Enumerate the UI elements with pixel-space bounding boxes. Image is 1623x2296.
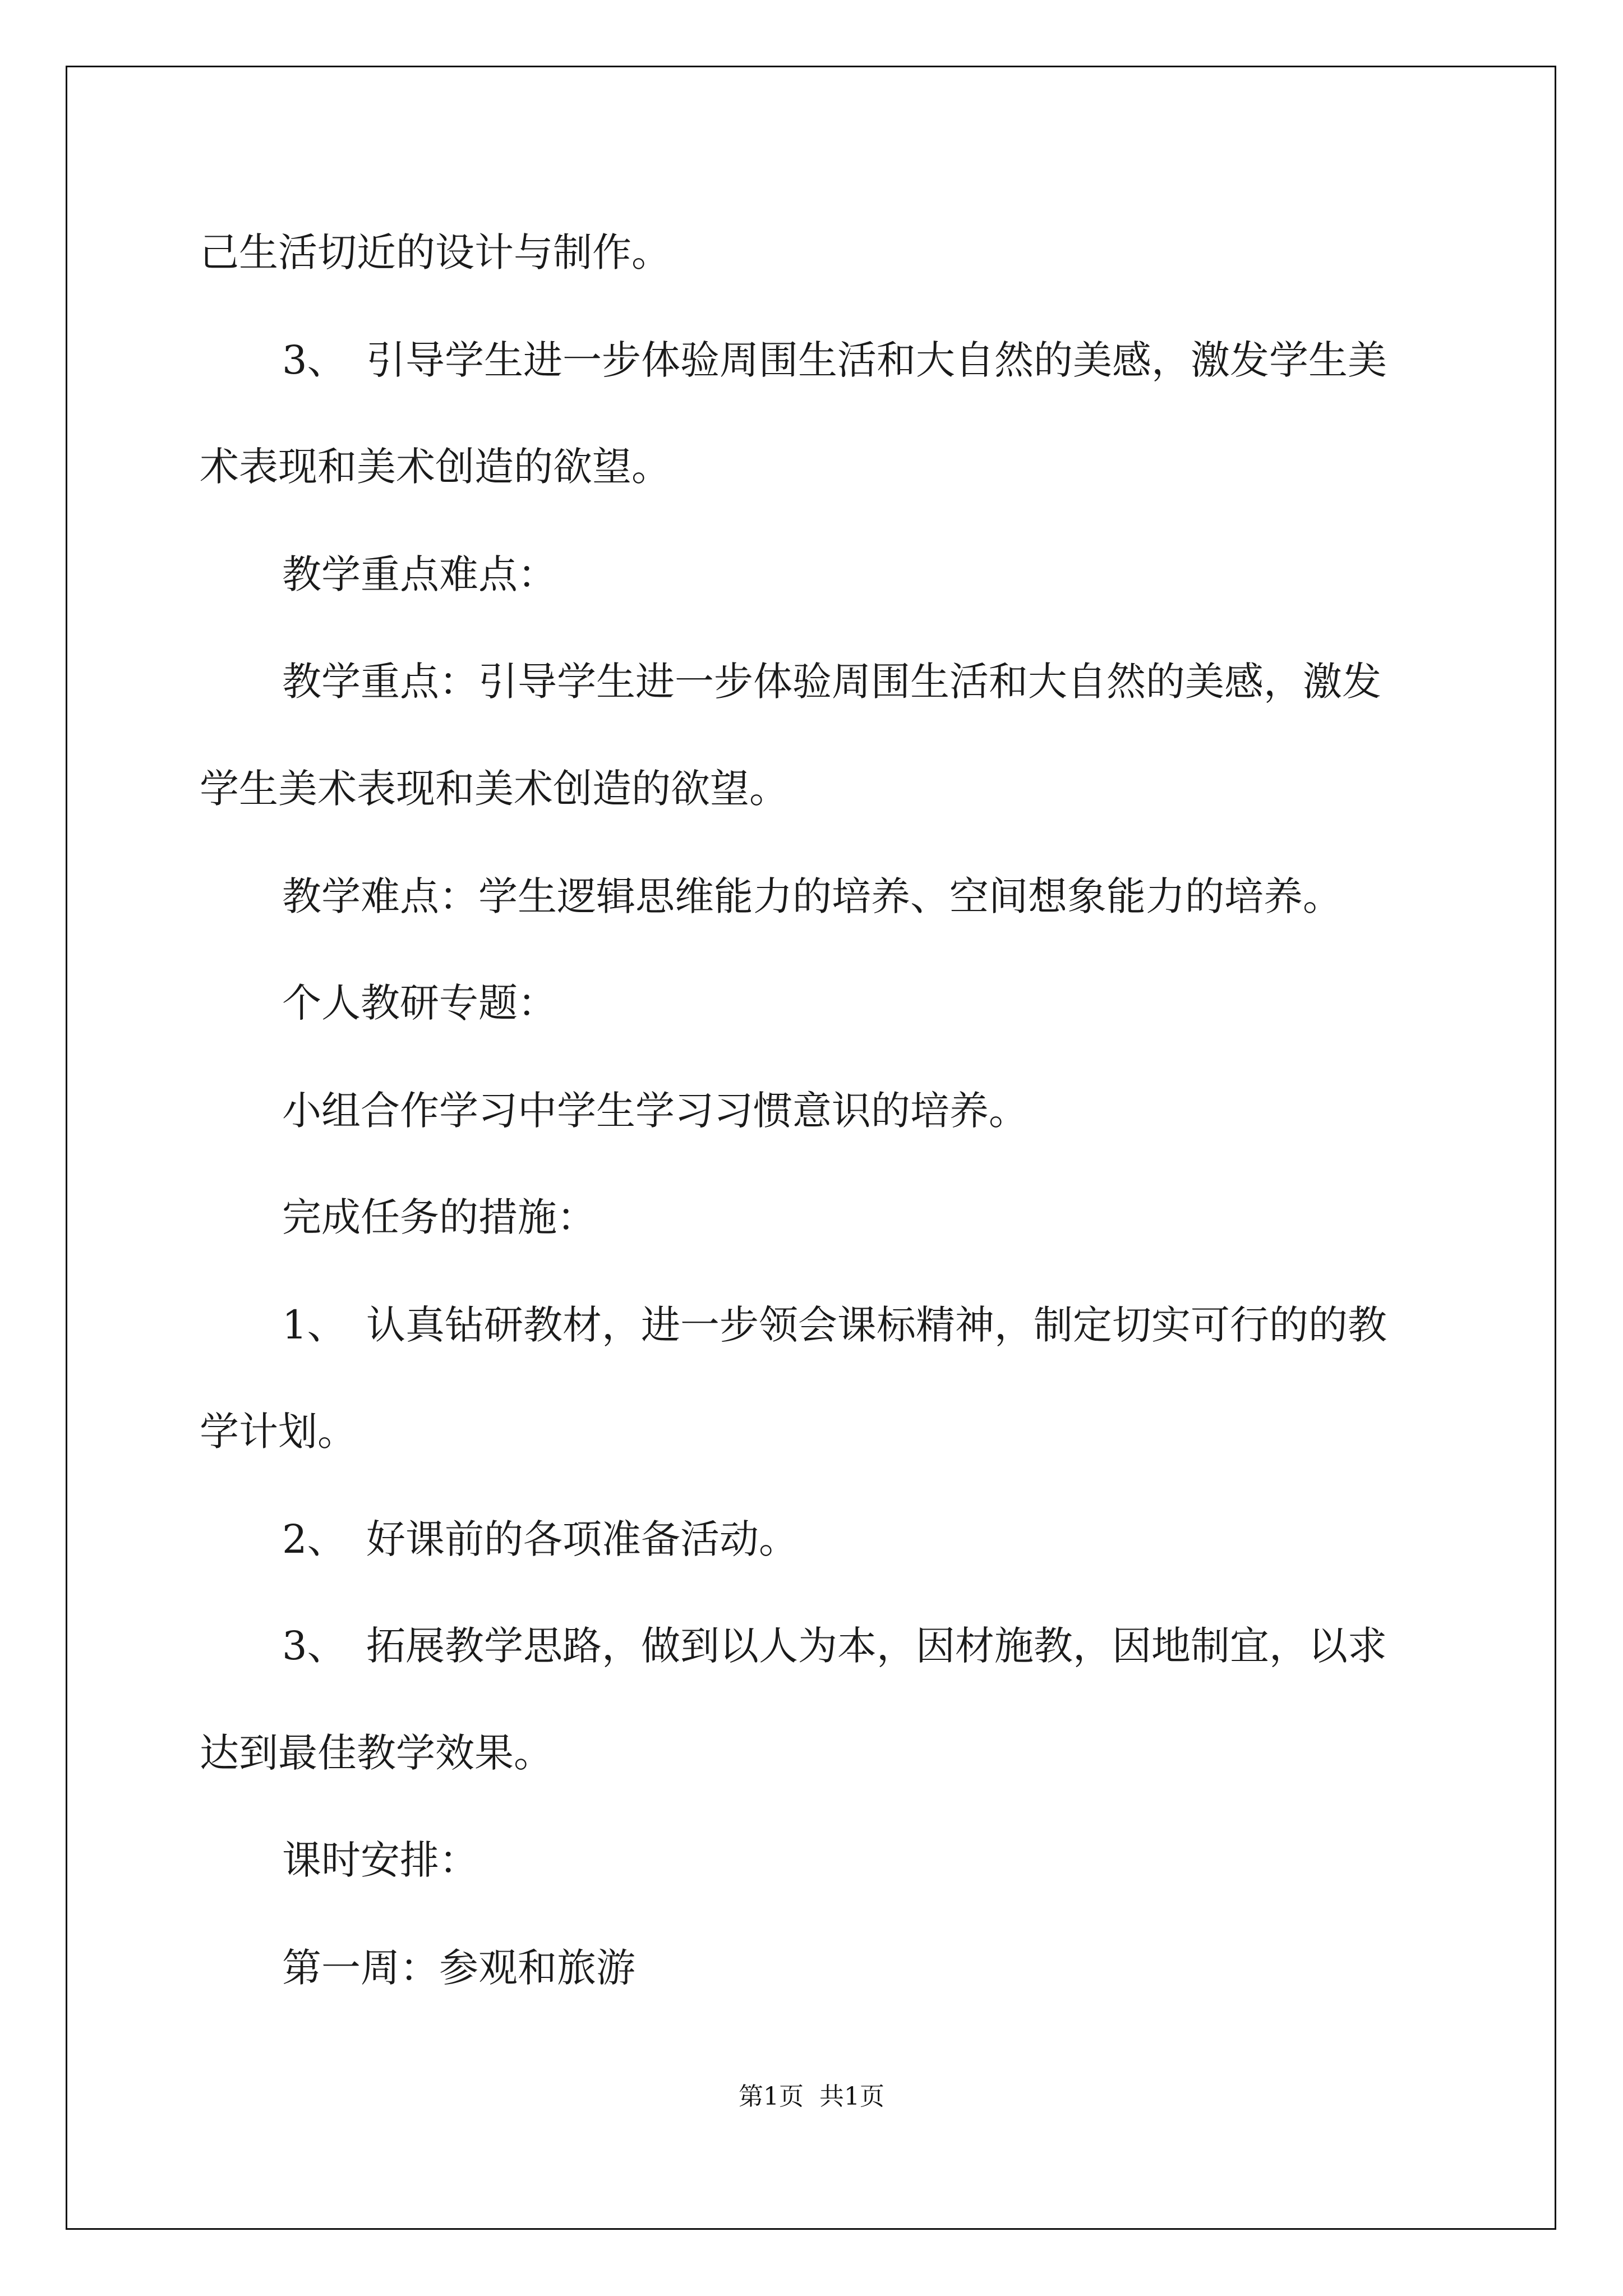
text-line: 教学重点：引导学生进一步体验周围生活和大自然的美感，激发	[282, 659, 1381, 705]
section-heading: 课时安排：	[282, 1837, 478, 1883]
list-number: 2、	[282, 1516, 347, 1562]
list-number: 3、	[282, 1623, 347, 1669]
list-number: 1、	[282, 1302, 347, 1348]
page-footer	[0, 2080, 1623, 2114]
section-heading: 完成任务的措施：	[282, 1194, 596, 1240]
list-text: 引导学生进一步体验周围生活和大自然的美感，激发学生美	[366, 337, 1387, 383]
text-line: 己生活切近的设计与制作。	[200, 229, 671, 275]
list-item-2	[282, 1512, 798, 1566]
text-line: 小组合作学习中学生学习习惯意识的培养。	[282, 1088, 1028, 1134]
page-border	[66, 66, 1556, 2230]
list-item-3	[282, 333, 1387, 387]
list-item-3	[282, 1619, 1387, 1673]
list-number: 3、	[282, 337, 347, 383]
section-heading: 个人教研专题：	[282, 980, 557, 1026]
text-line: 术表现和美术创造的欲望。	[200, 444, 671, 490]
text-line: 教学难点：学生逻辑思维能力的培养、空间想象能力的培养。	[282, 873, 1342, 919]
page-total: 共1页	[819, 2082, 884, 2111]
text-line: 学计划。	[200, 1409, 357, 1455]
list-text: 认真钻研教材，进一步领会课标精神，制定切实可行的的教	[366, 1302, 1387, 1348]
text-line: 学生美术表现和美术创造的欲望。	[200, 766, 789, 812]
text-line: 第一周：参观和旅游	[282, 1945, 635, 1991]
text-line: 达到最佳教学效果。	[200, 1730, 553, 1776]
page-number: 第1页	[739, 2082, 804, 2111]
list-item-1	[282, 1298, 1387, 1352]
section-heading: 教学重点难点：	[282, 551, 557, 597]
list-text: 拓展教学思路，做到以人为本，因材施教，因地制宜，以求	[366, 1623, 1387, 1669]
list-text: 好课前的各项准备活动。	[366, 1516, 798, 1562]
